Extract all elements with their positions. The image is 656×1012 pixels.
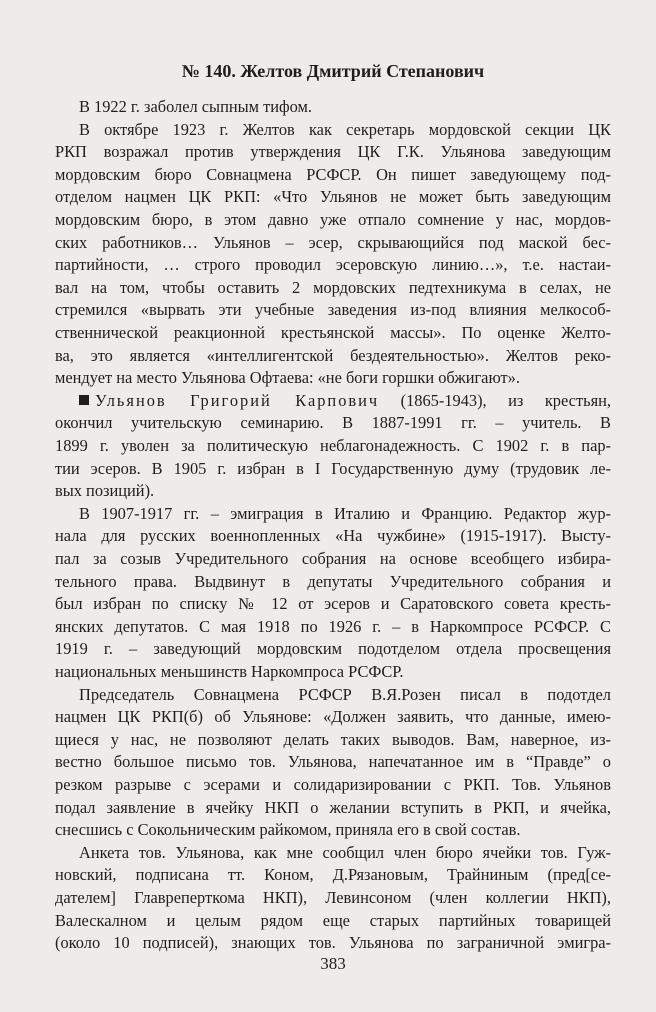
text-line: вестно большое письмо тов. Ульянова, напечатанное им в “Правде” о: [55, 752, 611, 772]
text-line: нацмен ЦК РКП(б) об Ульянове: «Должен заявить, что данные, имею-: [55, 707, 611, 727]
text-line: национальных меньшинств Наркомпроса РСФСР.: [55, 662, 404, 681]
square-bullet-icon: [79, 395, 89, 405]
text-line: был избран по списку № 12 от эсеров и Саратовского совета кресть-: [55, 594, 611, 614]
text-line: партийности, … строго проводил эсеровскую линию…», т.е. настаи-: [55, 255, 611, 275]
text-line: ва, это является «интеллигентской бездеятельностью». Желтов реко-: [55, 345, 611, 365]
text-line: снесшись с Сокольническим райкомом, приняла его в свой состав.: [55, 820, 521, 840]
text-line: янских депутатов. С мая 1918 по 1926 г. – в Наркомпросе РСФСР. С: [55, 616, 611, 636]
text-line: 1919 г. – заведующий мордовским подотделом отдела просвещения: [55, 639, 611, 659]
text-line: В 1922 г. заболел сыпным тифом.: [79, 97, 312, 116]
text-line: тии эсеров. В 1905 г. избран в I Государственную думу (трудовик ле-: [55, 458, 611, 478]
text-line: ских работников… Ульянов – эсер, скрывающийся под маской бес-: [55, 232, 611, 252]
text-line: пал за созыв Учредительного собрания на основе всеобщего избира-: [55, 549, 611, 568]
text-line: мордовским бюро Совнацмена РСФСР. Он пишет заведующему под-: [55, 164, 611, 184]
bio-dates: (1865-1943), из крестьян,: [400, 390, 611, 410]
text-line: вых позиций).: [55, 481, 155, 501]
text-line: РКП возражал против утверждения ЦК Г.К. Ульянова заведующим: [55, 142, 611, 162]
text-line: дателем] Главреперткома НКП), Левинсоном (член коллегии НКП),: [55, 888, 611, 907]
text-line: мендует на место Ульянова Офтаева: «не боги горшки обжигают».: [55, 368, 520, 388]
text-line: В октябре 1923 г. Желтов как секретарь мордовской секции ЦК: [79, 119, 611, 139]
text-line: В 1907-1917 гг. – эмиграция в Италию и Францию. Редактор жур-: [79, 503, 611, 523]
bio-entry-first-line: [55, 390, 611, 413]
text-line: стремился «вырвать эти учебные заведения из-под влияния мелкособ-: [55, 300, 611, 320]
text-line: Председатель Совнацмена РСФСР В.Я.Розен писал в подотдел: [79, 684, 611, 704]
text-line: нала для русских военнопленных «На чужбине» (1915-1917). Высту-: [55, 526, 611, 546]
page-number: 383: [320, 954, 346, 973]
text-line: мордовским бюро, в этом давно уже отпало сомнение у нас, мордов-: [55, 210, 611, 229]
text-line: новский, подписана тт. Коном, Д.Рязановым, Трайниным (пред[се-: [55, 865, 611, 885]
bio-name: Ульянов Григорий Карпович: [95, 390, 380, 410]
text-line: резком разрыве с эсерами и солидаризировании с РКП. Тов. Ульянов: [55, 775, 611, 794]
text-line: вал на том, чтобы оставить 2 мордовских педтехникума в селах, не: [55, 277, 611, 297]
text-line: окончил учительскую семинарию. В 1887-1991 гг. – учитель. В: [55, 413, 611, 433]
text-line: 1899 г. уволен за политическую неблагонадежность. С 1902 г. в пар-: [55, 436, 611, 455]
text-line: ственнической реакционной крестьянской массы». По оценке Желто-: [55, 323, 611, 342]
text-line: (около 10 подписей), знающих тов. Ульянова по заграничной эмигра-: [55, 933, 611, 953]
text-line: щиеся у нас, не позволяют делать таких выводов. Вам, наверное, из-: [55, 729, 611, 749]
document-title: № 140. Желтов Дмитрий Степанович: [181, 61, 485, 81]
text-line: Валескалном и целым рядом еще старых партийных товарищей: [55, 910, 611, 930]
text-line: отделом нацмен ЦК РКП: «Что Ульянов не может быть заведующим: [55, 187, 611, 207]
text-line: Анкета тов. Ульянова, как мне сообщил член бюро ячейки тов. Гуж-: [79, 842, 611, 862]
document-page: [55, 0, 611, 1012]
text-line: подал заявление в ячейку НКП о желании вступить в РКП, и ячейка,: [55, 797, 611, 817]
text-line: тельного права. Выдвинут в депутаты Учредительного собрания и: [55, 571, 611, 591]
